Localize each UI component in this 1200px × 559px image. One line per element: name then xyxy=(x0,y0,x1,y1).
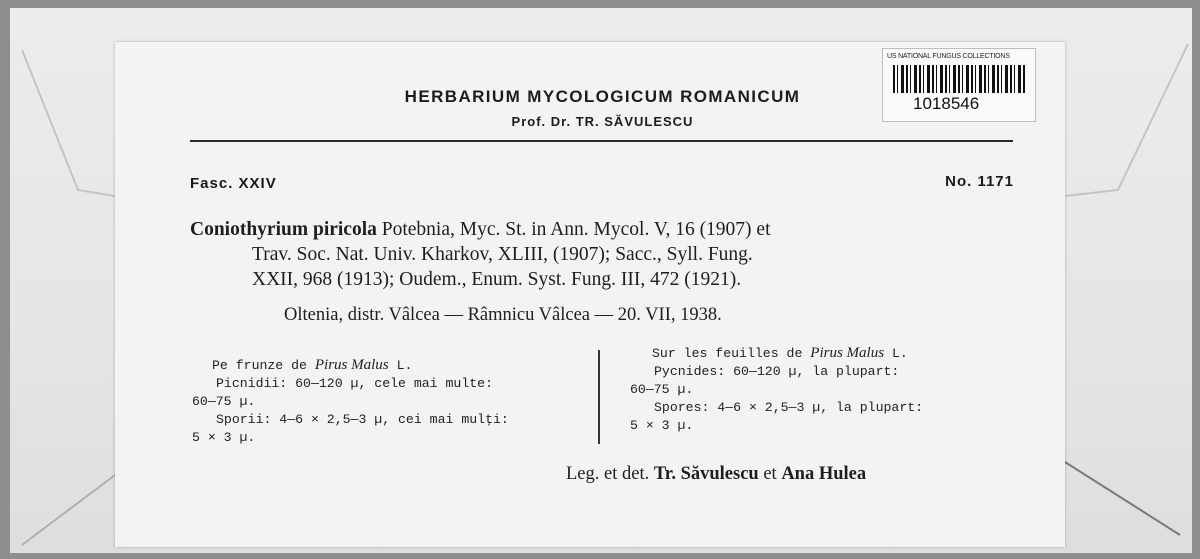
barcode-sticker xyxy=(882,48,1036,122)
locality-text: Oltenia, distr. Vâlcea — Râmnicu Vâlcea — 20. VII, 1938. xyxy=(284,305,722,325)
species-name: Coniothyrium piricola xyxy=(190,219,377,240)
barcode-collection-name: US NATIONAL FUNGUS COLLECTIONS xyxy=(887,53,1010,60)
ro-spores-range: 5 × 3 µ. xyxy=(192,430,256,445)
collector-1: Tr. Săvulescu xyxy=(653,464,759,484)
ro-spores-line: Sporii: 4—6 × 2,5—3 µ, cei mai mulţi: xyxy=(216,412,509,427)
citation-text-1: Potebnia, Myc. St. in Ann. Mycol. V, 16 (1907) et xyxy=(376,219,771,240)
fr-host-line: Sur les feuilles de Pirus Malus L. xyxy=(652,345,908,361)
barcode-number: 1018546 xyxy=(913,94,980,113)
fr-host-name: Pirus Malus xyxy=(810,345,885,361)
header-divider xyxy=(190,140,1013,142)
collector-2: Ana Hulea xyxy=(781,464,867,484)
ro-host-line: Pe frunze de Pirus Malus L. xyxy=(212,357,413,373)
fascicle-label: Fasc. XXIV xyxy=(190,175,277,192)
herbarium-title: HERBARIUM MYCOLOGICUM ROMANICUM xyxy=(404,87,801,106)
specimen-number: No. 1171 xyxy=(945,173,1014,190)
citation-line-1 xyxy=(190,219,771,241)
fr-pycnidia-line: Pycnides: 60—120 µ, la plupart: xyxy=(654,364,900,379)
fr-spores-range: 5 × 3 µ. xyxy=(630,418,694,433)
fr-pycnidia-range: 60—75 µ. xyxy=(630,382,694,397)
citation-line-3: XXII, 968 (1913); Oudem., Enum. Syst. Fung. III, 472 (1921). xyxy=(252,269,742,290)
herbarium-director: Prof. Dr. TR. SĂVULESCU xyxy=(511,114,694,129)
column-divider xyxy=(598,350,600,444)
ro-pycnidia-line: Picnidii: 60—120 µ, cele mai multe: xyxy=(216,376,493,391)
french-description xyxy=(630,344,924,435)
collector-line: Leg. et det. Tr. Săvulescu et Ana Hulea xyxy=(566,464,867,484)
fr-spores-line: Spores: 4—6 × 2,5—3 µ, la plupart: xyxy=(654,400,924,415)
ro-pycnidia-range: 60—75 µ. xyxy=(192,394,256,409)
romanian-description xyxy=(192,356,509,447)
citation-line-2: Trav. Soc. Nat. Univ. Kharkov, XLIII, (1907); Sacc., Syll. Fung. xyxy=(252,244,753,265)
ro-host-name: Pirus Malus xyxy=(314,357,389,373)
